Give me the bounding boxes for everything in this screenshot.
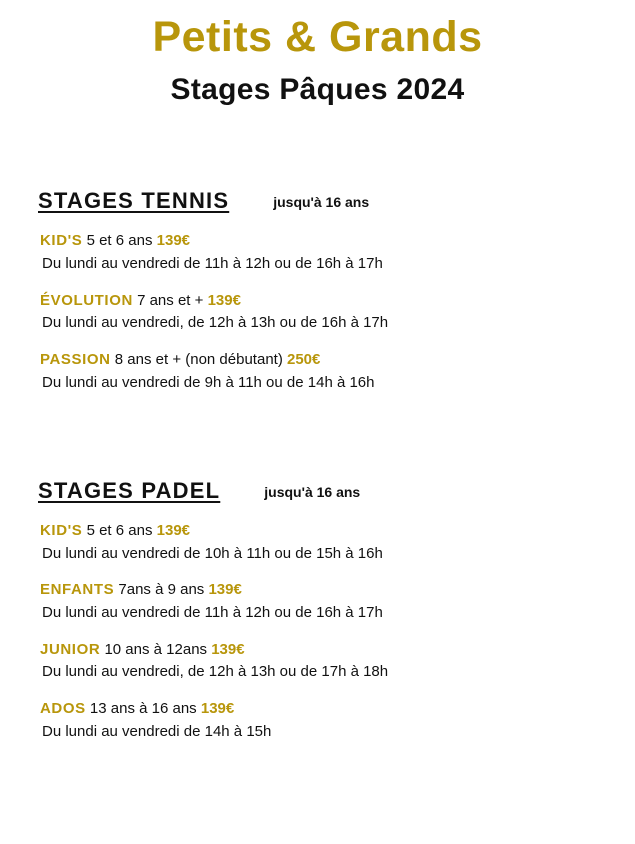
- entry-heading: [40, 232, 635, 251]
- list-item: [0, 232, 635, 273]
- entry-heading: [40, 641, 635, 660]
- section-header-tennis: [0, 188, 635, 214]
- entry-price: 139€: [207, 291, 241, 309]
- entry-schedule: Du lundi au vendredi de 14h à 15h: [42, 722, 272, 740]
- entry-heading: [40, 700, 635, 719]
- entry-heading: [40, 292, 635, 311]
- list-item: [0, 522, 635, 563]
- entry-ages: 5 et 6 ans: [86, 522, 153, 540]
- entry-heading: [40, 522, 635, 541]
- entry-schedule: Du lundi au vendredi de 9h à 11h ou de 14h à 16h: [42, 373, 375, 391]
- entry-heading: [40, 581, 635, 600]
- list-item: [0, 641, 635, 682]
- entry-level: PASSION: [40, 350, 111, 368]
- header-spacer: [0, 106, 635, 188]
- list-item: [0, 351, 635, 392]
- page-subtitle: Stages Pâques 2024: [170, 73, 465, 107]
- entry-heading: [40, 351, 635, 370]
- section-title-padel: STAGES PADEL: [38, 478, 221, 504]
- section-stages-tennis: [0, 188, 635, 392]
- section-stages-padel: [0, 478, 635, 741]
- list-item: [0, 700, 635, 741]
- entry-level: ÉVOLUTION: [40, 291, 133, 309]
- section-note-tennis: jusqu'à 16 ans: [273, 194, 370, 211]
- entry-level: ENFANTS: [40, 581, 115, 599]
- entry-schedule: Du lundi au vendredi de 11h à 12h ou de 16h à 17h: [42, 604, 383, 622]
- entry-ages: 7ans à 9 ans: [118, 581, 205, 599]
- entry-ages: 5 et 6 ans: [86, 232, 153, 250]
- section-title-tennis: STAGES TENNIS: [38, 188, 230, 214]
- entry-price: 139€: [156, 522, 191, 540]
- entry-price: 139€: [200, 699, 235, 717]
- section-header-padel: [0, 478, 635, 504]
- list-item: [0, 292, 635, 333]
- entry-ages: 8 ans et + (non débutant): [114, 350, 283, 368]
- page-title: Petits & Grands: [152, 13, 483, 61]
- entry-ages: 10 ans à 12ans: [104, 640, 208, 658]
- entry-ages: 13 ans à 16 ans: [89, 699, 197, 717]
- section-gap: [0, 392, 635, 478]
- entry-level: ADOS: [40, 699, 86, 717]
- list-item: [0, 581, 635, 622]
- entry-price: 139€: [208, 581, 242, 599]
- entry-level: KID'S: [40, 232, 83, 250]
- entry-schedule: Du lundi au vendredi, de 12h à 13h ou de 16h à 17h: [42, 314, 389, 332]
- entry-price: 139€: [211, 640, 245, 658]
- entry-price: 139€: [156, 232, 191, 250]
- entry-schedule: Du lundi au vendredi de 10h à 11h ou de 15h à 16h: [42, 544, 383, 562]
- entry-schedule: Du lundi au vendredi, de 12h à 13h ou de 17h à 18h: [42, 663, 389, 681]
- entry-level: KID'S: [40, 522, 83, 540]
- section-note-padel: jusqu'à 16 ans: [264, 484, 361, 501]
- entry-price: 250€: [287, 350, 321, 368]
- flyer-page: [0, 14, 635, 844]
- entry-ages: 7 ans et +: [137, 291, 204, 309]
- entry-level: JUNIOR: [40, 640, 101, 658]
- entry-schedule: Du lundi au vendredi de 11h à 12h ou de 16h à 17h: [42, 255, 383, 273]
